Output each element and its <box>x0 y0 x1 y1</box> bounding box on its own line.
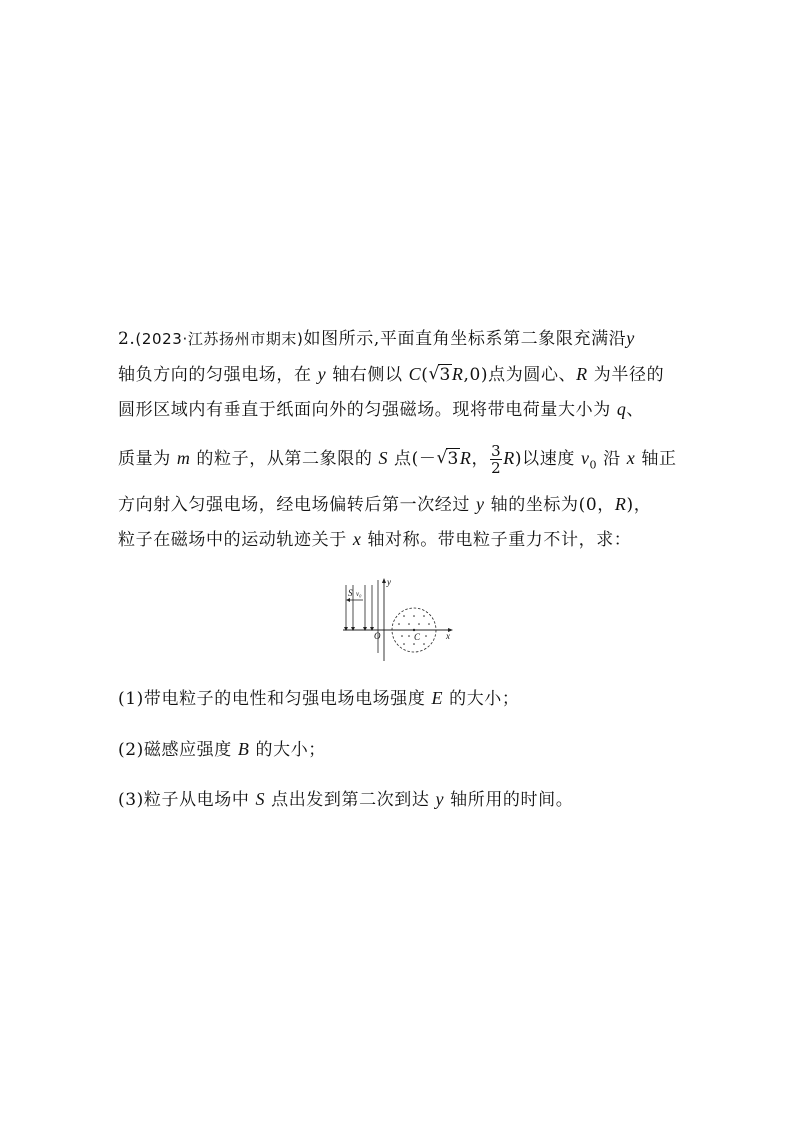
problem-text: ,0)点为圆心、 <box>463 365 577 385</box>
label-v0: v₀ <box>356 590 362 598</box>
problem-text: 粒子在磁场中的运动轨迹关于 <box>118 530 353 550</box>
question-text: 的大小； <box>249 740 326 760</box>
fraction <box>490 443 502 476</box>
problem-line-4 <box>118 443 677 477</box>
question-text: 轴所用的时间。 <box>444 790 574 810</box>
label-S: S <box>348 588 353 598</box>
problem-line-2 <box>118 362 664 387</box>
problem-text: ( <box>421 365 429 385</box>
var-C: C <box>408 364 422 384</box>
sqrt-expression <box>428 363 451 387</box>
fraction-numerator: 3 <box>491 442 502 460</box>
problem-line-6 <box>118 527 631 552</box>
var-y: y <box>317 364 327 384</box>
field-dot <box>398 623 400 625</box>
var-R: R <box>576 364 588 384</box>
problem-line-3 <box>118 397 644 422</box>
problem-text: 轴正 <box>635 449 677 469</box>
problem-text: )， <box>626 495 652 515</box>
field-dot <box>423 643 425 645</box>
var-q: q <box>616 399 627 419</box>
physics-diagram <box>338 575 460 665</box>
label-y: y <box>387 577 391 587</box>
var-x: x <box>352 529 362 549</box>
question-text: (3)粒子从电场中 <box>118 790 256 810</box>
problem-text: 沿 <box>597 449 627 469</box>
question-3 <box>118 787 573 812</box>
field-dot <box>418 623 420 625</box>
var-x: x <box>626 448 636 468</box>
sqrt-radicand: 3 <box>447 449 459 469</box>
problem-text: 方向射入匀强电场，经电场偏转后第一次经过 <box>118 495 477 515</box>
problem-text: 如图所示,平面直角坐标系第二象限充满沿 <box>303 329 627 349</box>
field-dot <box>408 623 410 625</box>
arrowhead <box>346 598 350 602</box>
problem-text: 质量为 <box>118 449 177 469</box>
field-dot <box>423 615 425 617</box>
label-O: O <box>374 631 381 641</box>
question-text: (2)磁感应强度 <box>118 740 238 760</box>
var-S: S <box>378 448 389 468</box>
field-dot <box>425 635 427 637</box>
var-E: E <box>431 688 444 708</box>
question-1 <box>118 686 520 711</box>
problem-text: 为半径的 <box>587 365 665 385</box>
var-R: R <box>451 364 464 384</box>
problem-text: 的粒子，从第二象限的 <box>190 449 379 469</box>
var-B: B <box>237 739 250 759</box>
problem-text: 轴对称。带电粒子重力不计，求： <box>361 530 632 550</box>
problem-text: )以速度 <box>514 449 581 469</box>
problem-text: 圆形区域内有垂直于纸面向外的匀强磁场。现将带电荷量大小为 <box>118 400 617 420</box>
var-R: R <box>503 448 515 468</box>
question-text: (1)带电粒子的电性和匀强电场电场强度 <box>118 689 432 709</box>
problem-source: (2023·江苏扬州市期末) <box>135 330 304 348</box>
fraction-denominator: 2 <box>491 459 502 477</box>
problem-number: 2. <box>118 329 136 349</box>
field-dot <box>428 623 430 625</box>
label-x: x <box>446 631 450 641</box>
problem-line-1 <box>118 326 635 351</box>
var-y: y <box>476 494 485 514</box>
problem-text: ， <box>471 449 490 469</box>
y-axis-arrow <box>382 578 386 583</box>
center-point <box>413 629 415 631</box>
radical-sign: √ <box>428 364 440 384</box>
label-C: C <box>414 632 421 642</box>
var-v: v <box>580 448 590 468</box>
field-dot <box>403 615 405 617</box>
problem-text: 轴的坐标为(0， <box>484 495 615 515</box>
var-m: m <box>176 448 191 468</box>
field-dot <box>403 643 405 645</box>
problem-line-5 <box>118 492 651 517</box>
var-S: S <box>255 789 266 809</box>
field-dot <box>413 643 415 645</box>
field-dot <box>408 635 410 637</box>
problem-text: 轴负方向的匀强电场，在 <box>118 365 318 385</box>
problem-text: 、 <box>626 400 645 420</box>
question-text: 的大小； <box>443 689 520 709</box>
var-R: R <box>459 448 472 468</box>
sqrt-expression <box>436 447 459 471</box>
sqrt-radicand: 3 <box>439 365 451 385</box>
question-text: 点出发到第二次到达 <box>265 790 436 810</box>
field-dot <box>413 615 415 617</box>
subscript-0: 0 <box>589 458 598 472</box>
var-y: y <box>626 328 635 348</box>
question-2 <box>118 737 326 762</box>
var-R: R <box>614 494 627 514</box>
problem-text: 点(－ <box>388 449 437 469</box>
field-dot <box>401 635 403 637</box>
var-y: y <box>435 789 445 809</box>
radical-sign: √ <box>436 448 448 468</box>
problem-text: 轴右侧以 <box>326 365 409 385</box>
